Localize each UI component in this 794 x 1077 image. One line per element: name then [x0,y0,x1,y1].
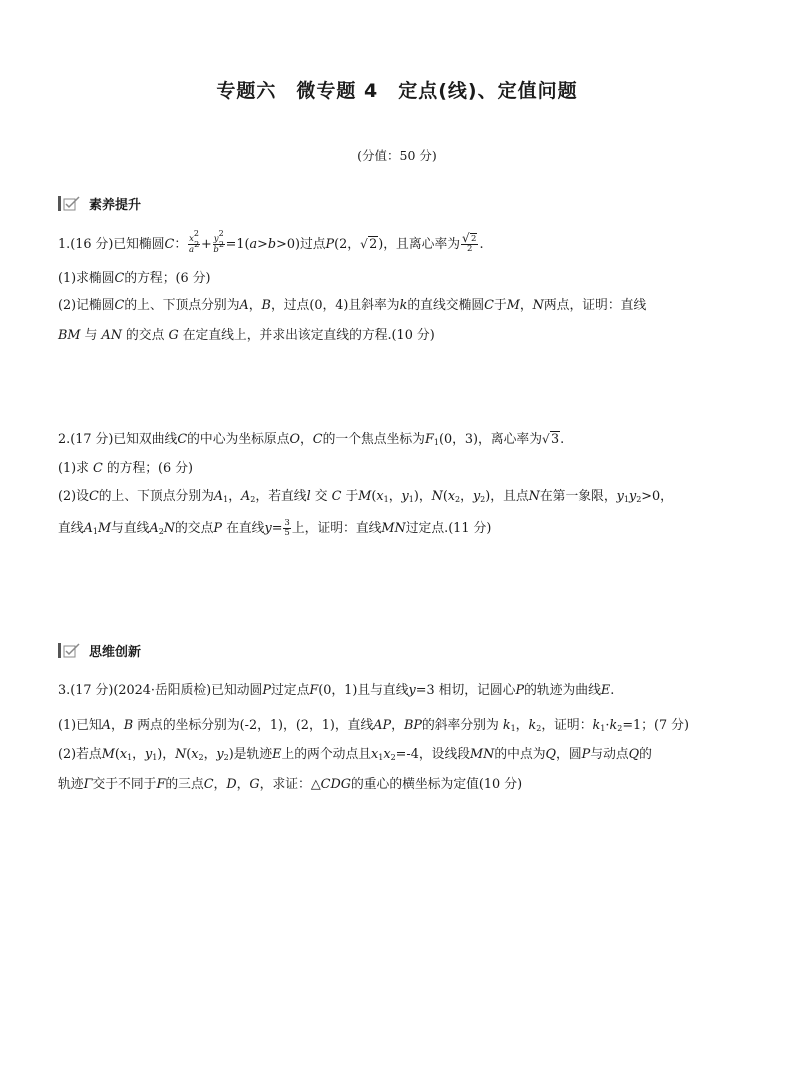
section-bar-decoration [58,196,61,211]
q3-line-4: 轨迹Γ交于不同于F的三点C，D，G，求证：△CDG的重心的横坐标为定值(10 分) [58,777,523,792]
q3-line-2: (1)已知A，B 两点的坐标分别为(-2，1)，(2，1)，直线AP，BP的斜率分别为 $k_1$，$k_2$，证明：$k_1\cdot k_2=1$；(7 分) [58,718,689,733]
q2-line-3: (2)设C的上、下顶点分别为$A_1$，$A_2$，若直线l 交 C 于$M(x_1$，$y_1$)，$N(x_2$，$y_2$)，且点N在第一象限，$y_1y_2>0$， [58,489,673,504]
q2-line-4: 直线$A_1M$与直线$A_2N$的交点P 在直线y= $\frac{3}{5}$ 上，证明：直线MN过定点.(11 分) [58,518,492,538]
q1-line-2: (1)求椭圆C的方程；(6 分) [58,271,211,286]
pen-check-icon [63,196,81,211]
q2-line-2: (1)求 C 的方程；(6 分) [58,461,194,476]
fraction-three-fifths: $\frac{3}{5}$ [284,518,290,538]
fraction-eccentricity: √ $\frac{2}{2}$ [461,235,478,254]
q3-line-1: 3.(17 分)(2024·岳阳质检)已知动圆P过定点F(0，1)且与直线y=3 相切，记圆心P的轨迹为曲线E. [58,683,615,698]
section-bar-decoration [58,643,61,658]
section-header-siwei [58,641,141,659]
q2-line-1: 2.(17 分)已知双曲线C的中心为坐标原点O，C的一个焦点坐标为$F_1(0$，3)，离心率为√ 3. [58,431,564,449]
section-title: 素养提升 [89,197,142,213]
q1-line-4: BM 与 AN 的交点 G 在定直线上，并求出该定直线的方程.(10 分) [58,328,435,343]
q1-line-1: 1.(16 分)已知椭圆C： $\frac{x^2}{a^2}$ + $\frac{y^2}{b^2}$ =1(a>b>0)过点P(2，√ 2)，且离心率为 √ $\frac{2}{2}$ . [58,234,484,255]
q3-line-3: (2)若点$M(x_1$，$y_1$)，$N(x_2$，$y_2$)是轨迹E上的两个动点且$x_1x_2=-4$，设线段MN的中点为Q，圆P与动点Q的 [58,747,652,762]
page-title: 专题六 微专题 4 定点(线)、定值问题 [216,80,578,102]
section-title: 思维创新 [89,644,142,660]
fraction-x2-a2: $\frac{x^2}{a^2}$ [188,229,200,255]
pen-check-icon [63,643,81,658]
sqrt-symbol: √ 3 [542,431,560,449]
score-note: (分值：50 分) [357,148,437,163]
section-header-suyang [58,194,141,212]
fraction-y2-b2: $\frac{y^2}{b^2}$ [213,229,224,255]
sqrt-symbol: √ 2 [360,236,378,254]
q1-line-3: (2)记椭圆C的上、下顶点分别为A，B，过点(0，4)且斜率为k的直线交椭圆C于M，N两点，证明：直线 [58,298,647,313]
